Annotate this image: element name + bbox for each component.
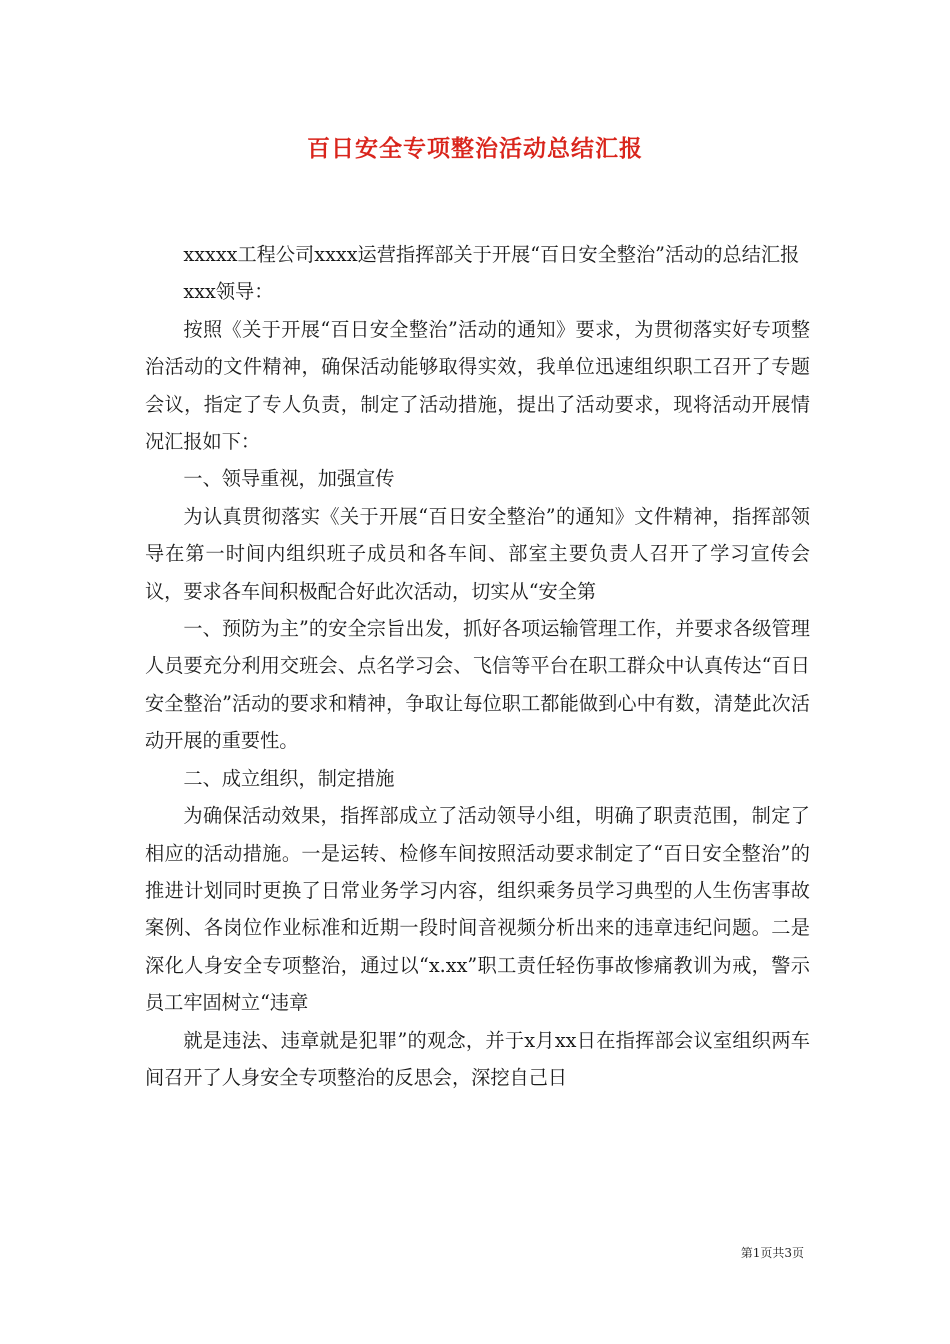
paragraph-salutation: xxx领导： [183,280,274,304]
section-heading-1: 一、领导重视，加强宣传 [183,467,395,491]
document-body [145,236,810,1096]
paragraph-heading-line: xxxxx工程公司xxxx运营指挥部关于开展“百日安全整治”活动的总结汇报 [183,243,800,266]
paragraph-section-2b: 就是违法、违章就是犯罪”的观念，并于x月xx日在指挥部会议室组织两车间召开了人身安全专项整治的反思会，深挖自己日 [145,1028,810,1089]
paragraph-section-1b: 一、预防为主”的安全宗旨出发，抓好各项运输管理工作，并要求各级管理人员要充分利用交班会、点名学习会、飞信等平台在职工群众中认真传达“百日安全整治”活动的要求和精神，争取让每位职工都能做到心中有数，清楚此次活动开展的重要性。 [145,617,810,753]
paragraph-section-1a: 为认真贯彻落实《关于开展“百日安全整治”的通知》文件精神，指挥部领导在第一时间内组织班子成员和各车间、部室主要负责人召开了学习宣传会议，要求各车间积极配合好此次活动，切实从“安全第 [145,504,810,603]
paragraph-intro: 按照《关于开展“百日安全整治”活动的通知》要求，为贯彻落实好专项整治活动的文件精神，确保活动能够取得实效，我单位迅速组织职工召开了专题会议，指定了专人负责，制定了活动措施，提出了活动要求，现将活动开展情况汇报如下： [145,317,810,454]
page-number: 第1页共3页 [740,1246,804,1260]
paragraph-section-2a: 为确保活动效果，指挥部成立了活动领导小组，明确了职责范围，制定了相应的活动措施。一是运转、检修车间按照活动要求制定了“百日安全整治”的推进计划同时更换了日常业务学习内容，组织乘务员学习典型的人生伤害事故案例、各岗位作业标准和近期一段时间音视频分析出来的违章违纪问题。二是深化人身安全专项整治，通过以“x.xx”职工责任轻伤事故惨痛教训为戒，警示员工牢固树立“违章 [145,804,810,1015]
document-title: 百日安全专项整治活动总结汇报 [307,135,643,162]
section-heading-2: 二、成立组织，制定措施 [183,766,395,790]
